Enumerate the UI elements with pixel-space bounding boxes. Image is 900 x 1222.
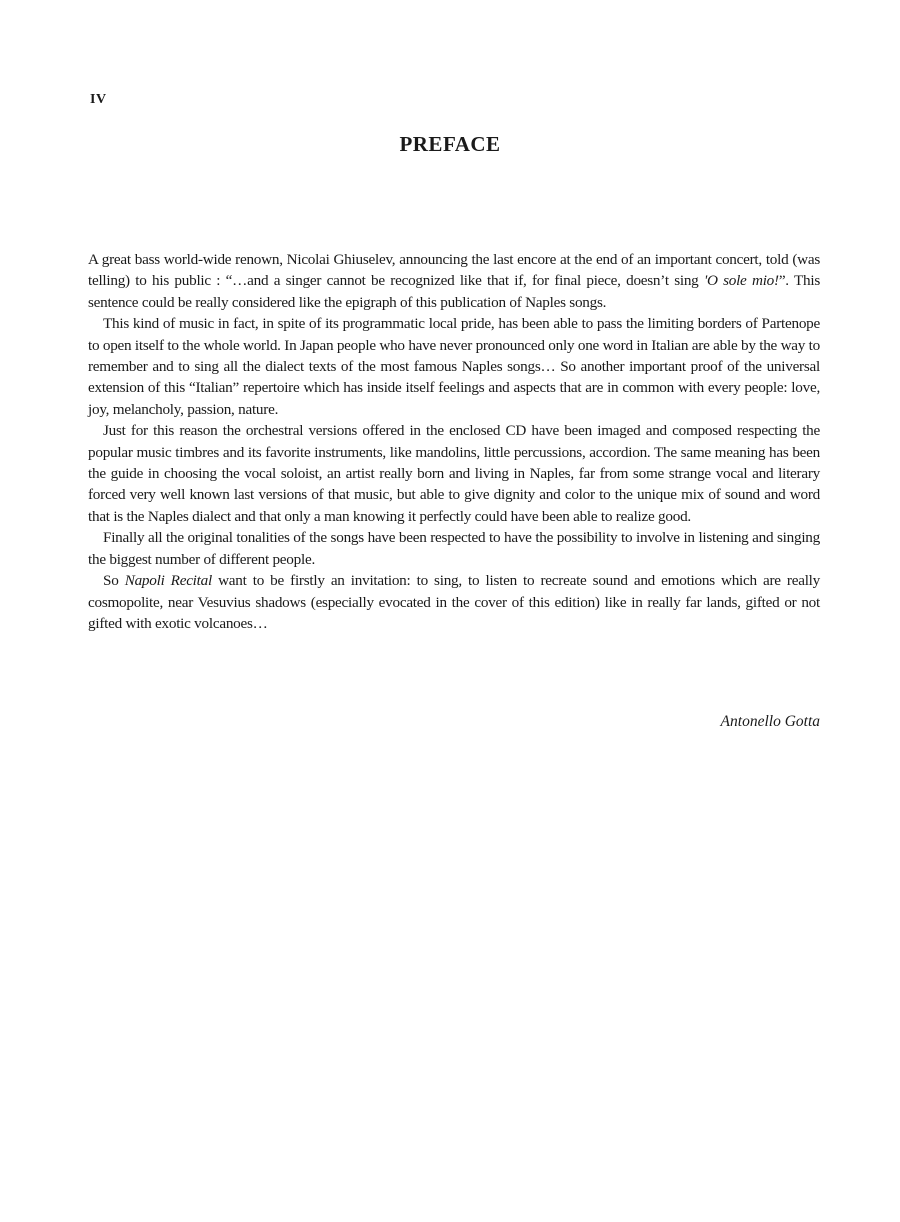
paragraph-1: [88, 249, 820, 313]
paragraph-4: Finally all the original tonalities of the songs have been respected to have the possibility to involve in listening and singing the biggest number of different people.: [88, 529, 820, 568]
preface-body: [88, 249, 820, 634]
paragraph-5-intro: So: [103, 572, 125, 590]
paragraph-1-outro: ”. This sentence could be really considered like the epigraph of this publication of Naples songs.: [88, 272, 820, 311]
author-signature: Antonello Gotta: [720, 713, 820, 730]
paragraph-5-italic: Napoli Recital: [124, 572, 212, 590]
paragraph-2: This kind of music in fact, in spite of its programmatic local pride, has been able to pass the limiting borders of Partenope to open itself to the whole world. In Japan people who have never pronounced only one word in Italian are able by the way to remember and to sing all the dialect texts of the most famous Naples songs… So another important proof of the universal extension of this “Italian” repertoire which has inside itself feelings and aspects that are in common with every people: love, joy, melancholy, passion, nature.: [88, 315, 820, 418]
paragraph-1-intro: A great bass world-wide renown, Nicolai Ghiuselev, announcing the last encore at the end of an important concert, told (was telling) to his public : “…and a singer cannot be recognized like that if, for final piece, doesn’t sing: [88, 251, 820, 290]
paragraph-5-outro: want to be firstly an invitation: to sing, to listen to recreate sound and emotions which are really cosmopolite, near Vesuvius shadows (especially evocated in the cover of this edition) like in really far lands, gifted or not gifted with exotic volcanoes…: [88, 572, 820, 632]
paragraph-1-italic: 'O sole mio!: [703, 272, 779, 290]
page-title: PREFACE: [399, 132, 501, 156]
page-number: IV: [90, 92, 107, 107]
paragraph-5: [88, 570, 820, 634]
paragraph-3: Just for this reason the orchestral versions offered in the enclosed CD have been imaged and composed respecting the popular music timbres and its favorite instruments, like mandolins, little percussions, accordion. The same meaning has been the guide in choosing the vocal soloist, an artist really born and living in Naples, far from some strange vocal and literary forced very well known last versions of that music, but able to give dignity and color to the unique mix of sound and word that is the Naples dialect and that only a man knowing it perfectly could have been able to realize good.: [88, 422, 820, 525]
